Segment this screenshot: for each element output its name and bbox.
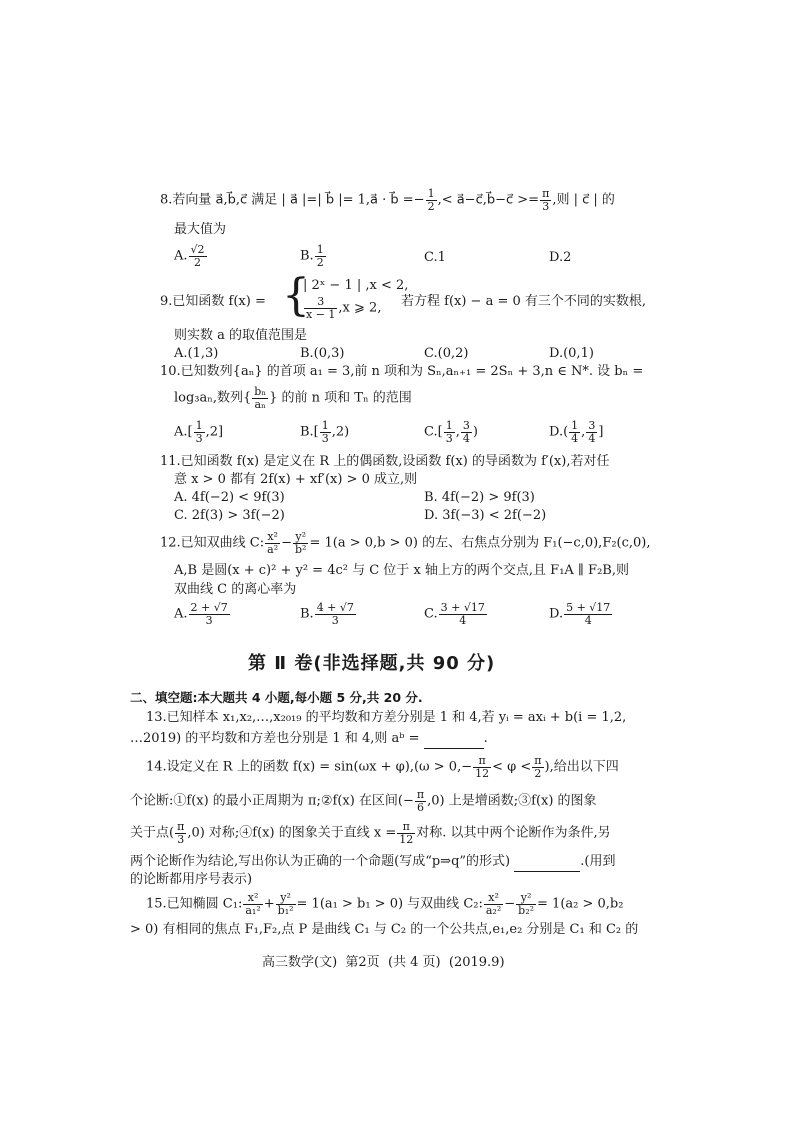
q8-frac-half: $\frac{1}{2}$ [427,187,435,213]
q14-line3: 关于点( $\frac{\pi}{3}$ ,0) 对称;④f(x) 的图象关于直线 x = $\frac{\pi}{12}$ 对称. 以其中两个论断作为条件,另 [130,820,611,846]
q9-option-c: C.(0,2) [424,346,469,361]
q13-line1: 13.已知样本 x₁,x₂,…,x₂₀₁₉ 的平均数和方差分别是 1 和 4,若 yᵢ = axᵢ + b(i = 1,2, [146,710,627,725]
q8-option-a: A. $\frac{√2}{2}$ [174,243,205,269]
q12-option-a: A. $\frac{2 + √7}{3}$ [174,601,228,627]
q8-frac-pi3: $\frac{\pi}{3}$ [542,187,550,213]
q9-option-d: D.(0,1) [549,346,594,361]
q8-stem: 8.若向量 a⃗,b⃗,c⃗ 满足 | a⃗ |=| b⃗ |= 1,a⃗ · b⃗ =− [160,192,425,208]
q8-line2: 最大值为 [174,222,227,237]
q9-prefix: 9.已知函数 f(x) = [160,294,266,309]
q10-option-b: B.[ $\frac{1}{3}$ ,2) [300,419,350,445]
q8-option-c: C.1 [424,250,446,265]
q9-case2: $\frac{3}{x - 1}$ ,x ⩾ 2, [306,295,382,321]
q10-option-d: D.( $\frac{1}{4}$ , $\frac{3}{4}$ ] [549,419,604,445]
q14-line5: 的论断都用序号表示) [130,872,253,887]
q8-option-d: D.2 [549,250,572,265]
q9-line2: 则实数 a 的取值范围是 [174,328,308,343]
q12-line2: A,B 是圆(x + c)² + y² = 4c² 与 C 位于 x 轴上方的两个交点,且 F₁A ∥ F₂B,则 [174,563,629,578]
q9-option-b: B.(0,3) [300,346,345,361]
q14-line2: 个论断:①f(x) 的最小正周期为 π;②f(x) 在区间(− $\frac{\pi}{6}$ ,0) 上是增函数;③f(x) 的图象 [130,788,597,814]
q9-option-a: A.(1,3) [174,346,219,361]
q15-line1: 15.已知椭圆 C₁: $\frac{\text{x²}}{\text{a₁²}}$ + $\frac{\text{y²}}{\text{b₁²}}$ = 1(a₁ > b₁ > 0) 与双曲线 C₂: $\frac{\text{x²}}{\text{a₂²}}$ − $\frac{\text{y²}}{\text{b₂²}}$ = 1(a₂ > 0,b₂ [146,891,624,917]
q14-answer-blank[interactable] [514,854,580,872]
q12-line1: 12.已知双曲线 C: $\frac{\text{x²}}{\text{a²}}$ − $\frac{\text{y²}}{\text{b²}}$ = 1(a > 0,b > 0) 的左、右焦点分别为 F₁(−c,0),F₂(c,0), [160,530,651,556]
q13-answer-blank[interactable] [424,731,484,749]
q8-line1: 8.若向量 a⃗,b⃗,c⃗ 满足 | a⃗ |=| b⃗ |= 1,a⃗ · b⃗ =− $\frac{1}{2}$ ,< a⃗−c⃗,b⃗−c⃗ >= $\frac{\pi}{3}$ ,则 | c⃗ | 的 [160,187,615,213]
q14-line1: 14.设定义在 R 上的函数 f(x) = sin(ωx + φ),(ω > 0,− $\frac{\pi}{12}$ < φ < $\frac{\pi}{2}$ ),给出以下四 [146,754,619,780]
q9-brace: { [282,270,310,321]
q11-line2: 意 x > 0 都有 2f(x) + xf′(x) > 0 成立,则 [174,472,418,487]
page-footer: 高三数学(文) 第2页 (共 4 页) (2019.9) [262,955,505,970]
q11-line1: 11.已知函数 f(x) 是定义在 R 上的偶函数,设函数 f(x) 的导函数为 f′(x),若对任 [160,454,610,469]
q11-option-a: A. 4f(−2) < 9f(3) [174,490,285,505]
q12-option-d: D. $\frac{5 + √17}{4}$ [549,601,611,627]
q12-line3: 双曲线 C 的离心率为 [174,582,297,597]
section2-title: 第 Ⅱ 卷(非选择题,共 90 分) [248,653,496,674]
q15-line2: > 0) 有相同的焦点 F₁,F₂,点 P 是曲线 C₁ 与 C₂ 的一个公共点,e₁,e₂ 分别是 C₁ 和 C₂ 的 [130,922,639,937]
q12-option-c: C. $\frac{3 + √17}{4}$ [424,601,485,627]
q10-option-a: A.[ $\frac{1}{3}$ ,2] [174,419,224,445]
q8-option-b: B. $\frac{1}{2}$ [300,243,324,269]
q14-line4: 两个论断作为结论,写出你认为正确的一个命题(写成“p⇒q”的形式) .(用到 [130,854,615,872]
part2-heading: 二、填空题:本大题共 4 小题,每小题 5 分,共 20 分. [130,690,423,705]
q11-option-b: B. 4f(−2) > 9f(3) [424,490,535,505]
q9-case1: | 2ˣ − 1 | ,x < 2, [303,278,409,293]
q10-option-c: C.[ $\frac{1}{3}$ , $\frac{3}{4}$ ) [424,419,478,445]
q12-option-b: B. $\frac{4 + √7}{3}$ [300,601,354,627]
q13-line2: …2019) 的平均数和方差也分别是 1 和 4,则 aᵇ = . [130,731,488,749]
q10-line2: log₃aₙ,数列{ $\frac{\text{bₙ}}{\text{aₙ}}$ } 的前 n 项和 Tₙ 的范围 [174,385,412,411]
q9-suffix: 若方程 f(x) − a = 0 有三个不同的实数根, [401,294,647,309]
q11-option-c: C. 2f(3) > 3f(−2) [174,508,285,523]
q11-option-d: D. 3f(−3) < 2f(−2) [424,508,547,523]
q10-line1: 10.已知数列{aₙ} 的首项 a₁ = 3,前 n 项和为 Sₙ,aₙ₊₁ = 2Sₙ + 3,n ∈ N*. 设 bₙ = [160,364,644,379]
